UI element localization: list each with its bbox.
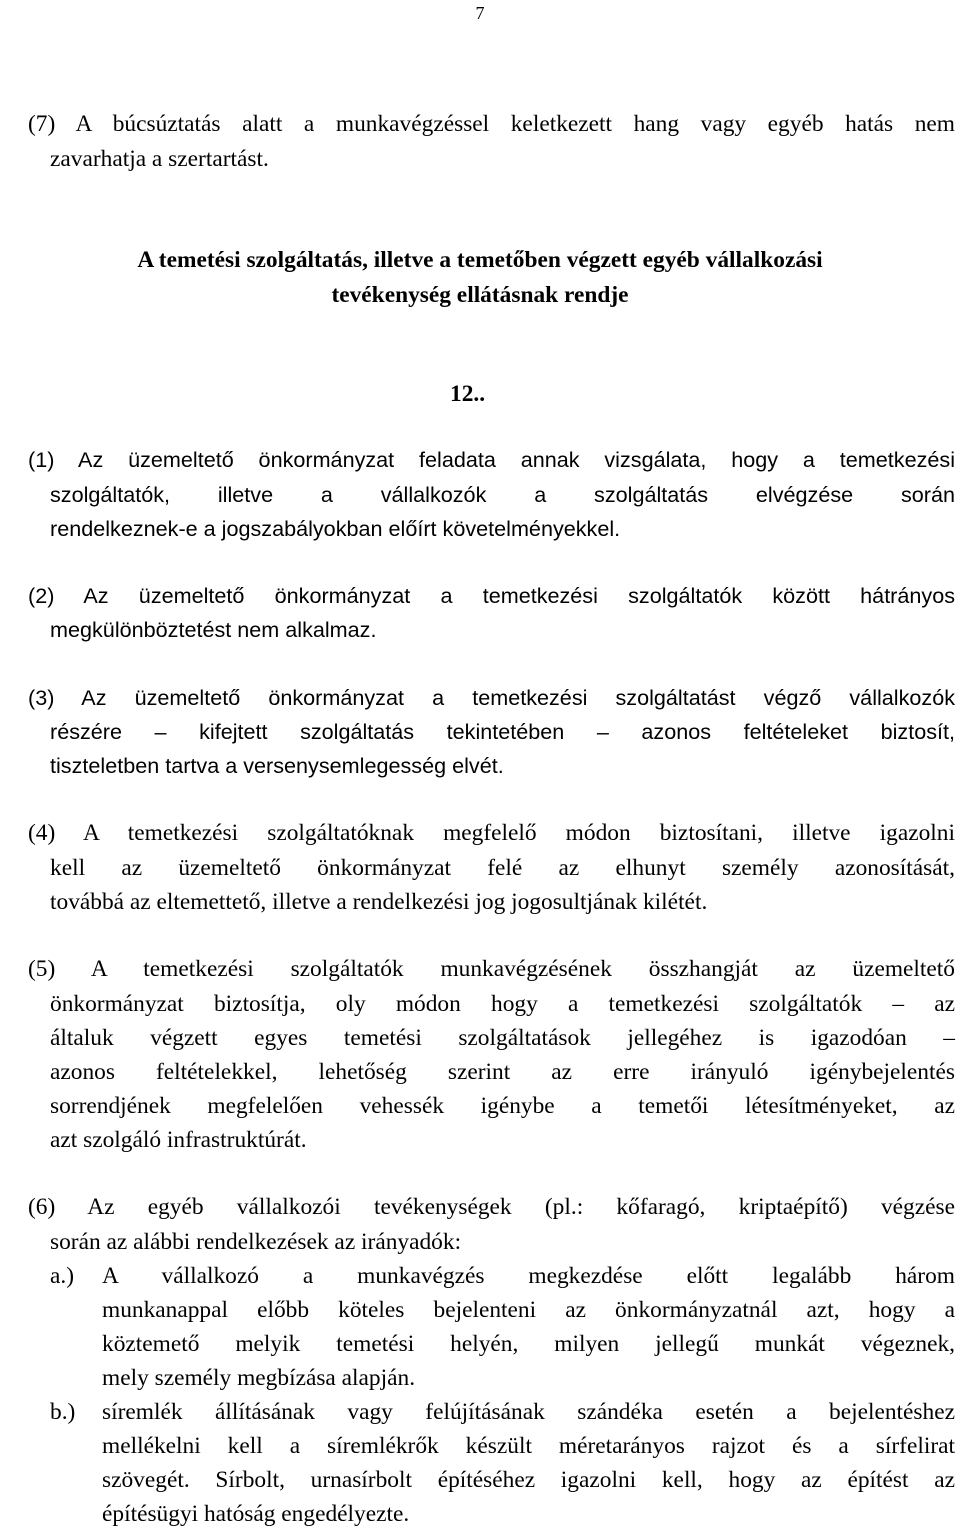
list-item-label: b.) [50, 1399, 76, 1425]
heading-line: A temetési szolgáltatás, illetve a temetőben végzett egyéb vállalkozási [137, 247, 823, 273]
paragraph-line: zavarhatja a szertartást. [50, 146, 269, 172]
paragraph-line: sorrendjének megfelelően vehessék igénybe a temetői létesítményeket, az [50, 1093, 955, 1119]
paragraph-line: szolgáltatók, illetve a vállalkozók a szolgáltatás elvégzése során [50, 482, 955, 507]
heading-line: tevékenység ellátásnak rendje [331, 282, 629, 308]
paragraph-line: megkülönböztetést nem alkalmaz. [50, 617, 377, 642]
paragraph-line: továbbá az eltemettető, illetve a rendelkezési jog jogosultjának kilétét. [50, 889, 708, 915]
paragraph-line: tiszteletben tartva a versenysemlegesség elvét. [50, 753, 504, 778]
list-item-label: a.) [50, 1263, 75, 1289]
paragraph-line: (2) Az üzemeltető önkormányzat a temetkezési szolgáltatók között hátrányos [28, 583, 955, 608]
paragraph-line: (5) A temetkezési szolgáltatók munkavégzésének összhangját az üzemeltető [28, 956, 955, 982]
page-number: 7 [475, 3, 485, 23]
paragraph-line: (6) Az egyéb vállalkozói tevékenységek (pl.: kőfaragó, kriptaépítő) végzése [28, 1194, 955, 1220]
paragraph-line: (1) Az üzemeltető önkormányzat feladata annak vizsgálata, hogy a temetkezési [28, 447, 955, 472]
paragraph-line: (3) Az üzemeltető önkormányzat a temetkezési szolgáltatást végző vállalkozók [28, 685, 955, 710]
list-item-line: mely személy megbízása alapján. [102, 1365, 416, 1391]
paragraph-line: kell az üzemeltető önkormányzat felé az elhunyt személy azonosítását, [50, 855, 955, 881]
list-item-line: építésügyi hatóság engedélyezte. [102, 1501, 410, 1527]
list-item-line: mellékelni kell a síremlékrők készült méretarányos rajzot és a sírfelirat [102, 1433, 955, 1459]
paragraph-line: azt szolgáló infrastruktúrát. [50, 1127, 307, 1153]
list-item-line: szövegét. Sírbolt, urnasírbolt építéséhez igazolni kell, hogy az építést az [102, 1467, 955, 1493]
paragraph-line: során az alábbi rendelkezések az irányadók: [50, 1229, 462, 1255]
paragraph-line: rendelkeznek-e a jogszabályokban előírt követelményekkel. [50, 516, 621, 541]
paragraph-line: azonos feltételekkel, lehetőség szerint az erre irányuló igénybejelentés [50, 1059, 955, 1085]
paragraph-line: (7) A búcsúztatás alatt a munkavégzéssel keletkezett hang vagy egyéb hatás nem [28, 111, 955, 137]
list-item-line: A vállalkozó a munkavégzés megkezdése előtt legalább három [102, 1263, 955, 1289]
paragraph-line: (4) A temetkezési szolgáltatóknak megfelelő módon biztosítani, illetve igazolni [28, 820, 955, 846]
list-item-line: munkanappal előbb köteles bejelenteni az önkormányzatnál azt, hogy a [102, 1297, 955, 1323]
list-item-line: síremlék állításának vagy felújításának szándéka esetén a bejelentéshez [102, 1399, 955, 1425]
section-number: 12.. [450, 381, 486, 407]
paragraph-line: részére – kifejtett szolgáltatás tekintetében – azonos feltételeket biztosít, [50, 719, 955, 744]
list-item-line: köztemető melyik temetési helyén, milyen jellegű munkát végeznek, [102, 1331, 955, 1357]
paragraph-line: önkormányzat biztosítja, oly módon hogy a temetkezési szolgáltatók – az [50, 991, 955, 1017]
paragraph-line: általuk végzett egyes temetési szolgáltatások jellegéhez is igazodóan – [50, 1025, 955, 1051]
